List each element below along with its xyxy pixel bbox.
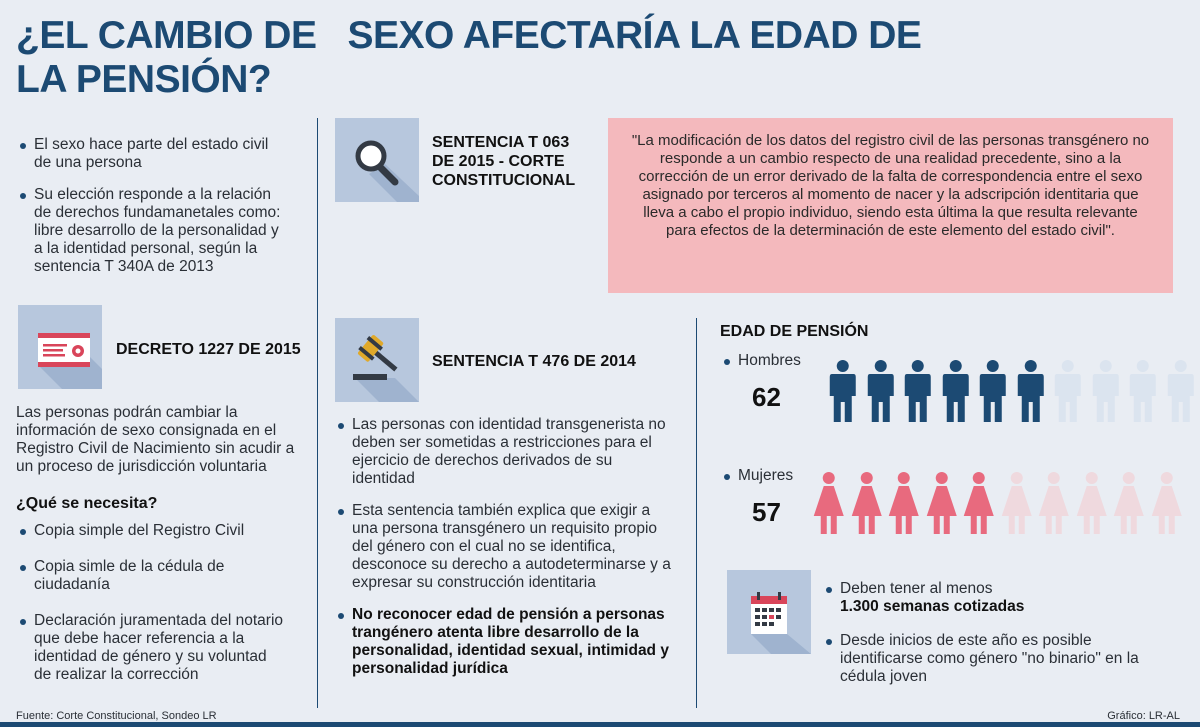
women-figures <box>810 472 1185 534</box>
man-figure-filled <box>1012 360 1050 422</box>
calendar-icon <box>727 570 811 654</box>
man-figure-empty <box>1124 360 1162 422</box>
source-note: Fuente: Corte Constitucional, Sondeo LR <box>16 710 217 722</box>
list-item: Las personas con identidad transgenerista no deben ser sometidas a restricciones para el ejercicio de derechos derivados de su identidad <box>336 416 671 488</box>
men-figures <box>824 360 1199 422</box>
man-figure-filled <box>824 360 862 422</box>
search-icon <box>335 118 419 202</box>
man-figure-empty <box>1162 360 1200 422</box>
pension-notes <box>824 580 1169 686</box>
divider-left <box>317 118 318 708</box>
court-quote: "La modificación de los datos del registro civil de las personas transgénero no responde a un cambio respecto de una realidad precedente, sino a la corrección de un error derivado de la falta de correspondencia entre el sexo asignado por terceros al momento de nacer y la adscripción identitaria que lleva a cabo el propio individuo, siendo esta última la que resulta relevante para efectos de la determinación de este elemento del estado civil". <box>608 118 1173 293</box>
woman-figure-empty <box>1110 472 1148 534</box>
man-figure-empty <box>1087 360 1125 422</box>
woman-figure-empty <box>1148 472 1186 534</box>
man-figure-empty <box>1049 360 1087 422</box>
man-figure-filled <box>899 360 937 422</box>
requirements-list <box>18 522 288 684</box>
women-label: Mujeres <box>722 467 793 485</box>
men-age: 62 <box>752 382 781 412</box>
title-line-2: LA PENSIÓN? <box>16 58 272 101</box>
title-line-1: ¿EL CAMBIO DE SEXO AFECTARÍA LA EDAD DE <box>16 14 922 57</box>
sentencia-1-title: SENTENCIA T 063 DE 2015 - CORTE CONSTITUCIONAL <box>432 134 576 189</box>
page-title <box>16 14 1016 102</box>
requirements-title: ¿Qué se necesita? <box>16 495 158 512</box>
man-figure-filled <box>974 360 1012 422</box>
decreto-text: Las personas podrán cambiar la información de sexo consignada en el Registro Civil de Nacimiento sin acudir a un proceso de jurisdicción voluntaria <box>16 404 295 475</box>
list-item: Declaración juramentada del notario que debe hacer referencia a la identidad de género y su voluntad de realizar la corrección <box>18 612 288 684</box>
list-item: Copia simple del Registro Civil <box>18 522 288 540</box>
gavel-icon <box>335 318 419 402</box>
list-item <box>824 580 1169 616</box>
list-item: Copia simle de la cédula de ciudadanía <box>18 558 288 594</box>
woman-figure-filled <box>885 472 923 534</box>
woman-figure-filled <box>810 472 848 534</box>
list-item: Su elección responde a la relación de derechos fundamanetales como: libre desarrollo de la personalidad y a la identidad personal, según la sentencia T 340A de 2013 <box>18 186 288 276</box>
list-item: El sexo hace parte del estado civil de una persona <box>18 136 288 172</box>
woman-figure-empty <box>998 472 1036 534</box>
credit-note: Gráfico: LR-AL <box>1107 710 1180 722</box>
footer-bar <box>0 722 1200 727</box>
pension-title: EDAD DE PENSIÓN <box>720 323 869 340</box>
man-figure-filled <box>862 360 900 422</box>
woman-figure-filled <box>960 472 998 534</box>
sentencia-bullets <box>336 416 671 678</box>
decreto-title: DECRETO 1227 DE 2015 <box>116 341 301 358</box>
woman-figure-empty <box>1073 472 1111 534</box>
weeks-note: Deben tener al menos <box>840 580 993 597</box>
divider-right <box>696 318 697 708</box>
woman-figure-filled <box>848 472 886 534</box>
sentencia-2-title: SENTENCIA T 476 DE 2014 <box>432 353 636 370</box>
intro-bullets <box>18 136 288 276</box>
woman-figure-filled <box>923 472 961 534</box>
certificate-icon <box>18 305 102 389</box>
list-item: Esta sentencia también explica que exigir a una persona transgénero un requisito propio del género con el cual no se identifica, desconoce su derecho a autodeterminarse y a expresar su construcción identitaria <box>336 502 671 592</box>
list-item: No reconocer edad de pensión a personas trangénero atenta libre desarrollo de la personalidad, identidad sexual, intimidad y personalidad jurídica <box>336 606 671 678</box>
list-item: Desde inicios de este año es posible identificarse como género "no binario" en la cédula joven <box>824 632 1169 686</box>
women-age: 57 <box>752 497 781 527</box>
weeks-value: 1.300 semanas cotizadas <box>840 598 1025 615</box>
men-label: Hombres <box>722 352 801 370</box>
man-figure-filled <box>937 360 975 422</box>
women-label-list <box>722 467 793 485</box>
woman-figure-empty <box>1035 472 1073 534</box>
men-label-list <box>722 352 801 370</box>
